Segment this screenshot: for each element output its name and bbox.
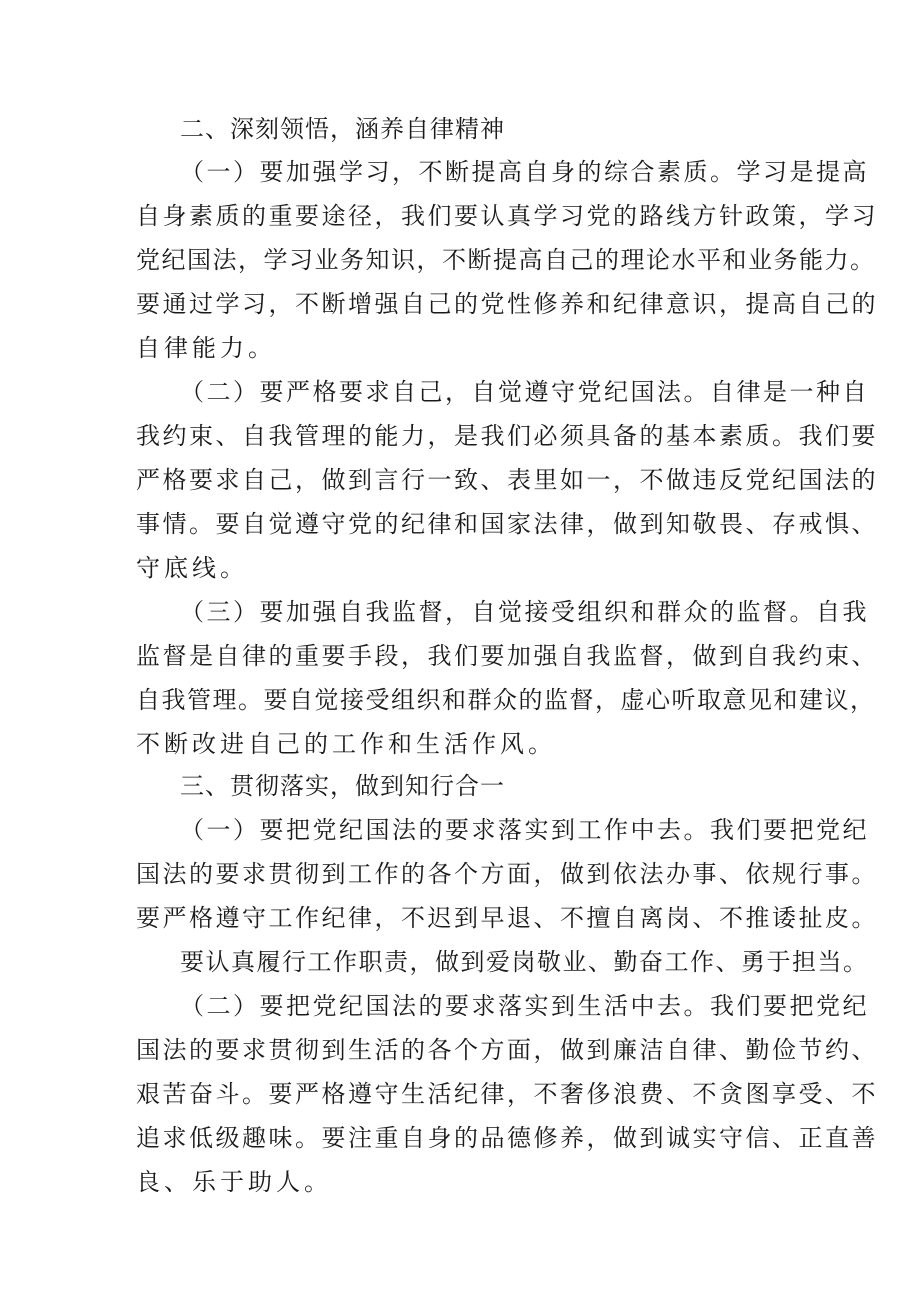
section-heading: 二、深刻领悟，涵养自律精神 <box>180 115 505 143</box>
paragraph-line: （一）要加强学习，不断提高自身的综合素质。学习是提高 <box>180 158 869 186</box>
paragraph-line: （三）要加强自我监督，自觉接受组织和群众的监督。自我 <box>180 598 869 626</box>
paragraph-line: （二）要严格要求自己，自觉遵守党纪国法。自律是一种自 <box>180 378 869 406</box>
paragraph-line: 守底线。 <box>136 554 248 582</box>
paragraph-line: 不断改进自己的工作和生活作风。 <box>136 730 556 758</box>
paragraph-line: 自身素质的重要途径，我们要认真学习党的路线方针政策，学习 <box>136 202 878 230</box>
section-heading: 三、贯彻落实，做到知行合一 <box>180 772 505 800</box>
paragraph-line: 要通过学习，不断增强自己的党性修养和纪律意识，提高自己的 <box>136 290 878 318</box>
paragraph-line: 国法的要求贯彻到工作的各个方面，做到依法办事、依规行事。 <box>136 860 878 888</box>
paragraph-line: 国法的要求贯彻到生活的各个方面，做到廉洁自律、勤俭节约、 <box>136 1036 878 1064</box>
paragraph-line: 严格要求自己，做到言行一致、表里如一，不做违反党纪国法的 <box>136 466 878 494</box>
paragraph-line: 党纪国法，学习业务知识，不断提高自己的理论水平和业务能力。 <box>136 246 876 274</box>
paragraph-line: 艰苦奋斗。要严格遵守生活纪律，不奢侈浪费、不贪图享受、不 <box>136 1080 878 1108</box>
paragraph-line: 追求低级趣味。要注重自身的品德修养，做到诚实守信、正直善 <box>136 1124 878 1152</box>
paragraph-line: 我约束、自我管理的能力，是我们必须具备的基本素质。我们要 <box>136 422 878 450</box>
paragraph-line: 要严格遵守工作纪律，不迟到早退、不擅自离岗、不推诿扯皮。 <box>136 904 878 932</box>
paragraph-line: 监督是自律的重要手段，我们要加强自我监督，做到自我约束、 <box>136 642 878 670</box>
paragraph-line: （二）要把党纪国法的要求落实到生活中去。我们要把党纪 <box>180 992 869 1020</box>
paragraph-line: 要认真履行工作职责，做到爱岗敬业、勤奋工作、勇于担当。 <box>180 948 869 976</box>
paragraph-line: 自律能力。 <box>136 334 276 362</box>
paragraph-line: 良、乐于助人。 <box>136 1168 332 1196</box>
paragraph-line: （一）要把党纪国法的要求落实到工作中去。我们要把党纪 <box>180 816 869 844</box>
paragraph-line: 自我管理。要自觉接受组织和群众的监督，虚心听取意见和建议， <box>136 686 876 714</box>
paragraph-line: 事情。要自觉遵守党的纪律和国家法律，做到知敬畏、存戒惧、 <box>136 510 878 538</box>
